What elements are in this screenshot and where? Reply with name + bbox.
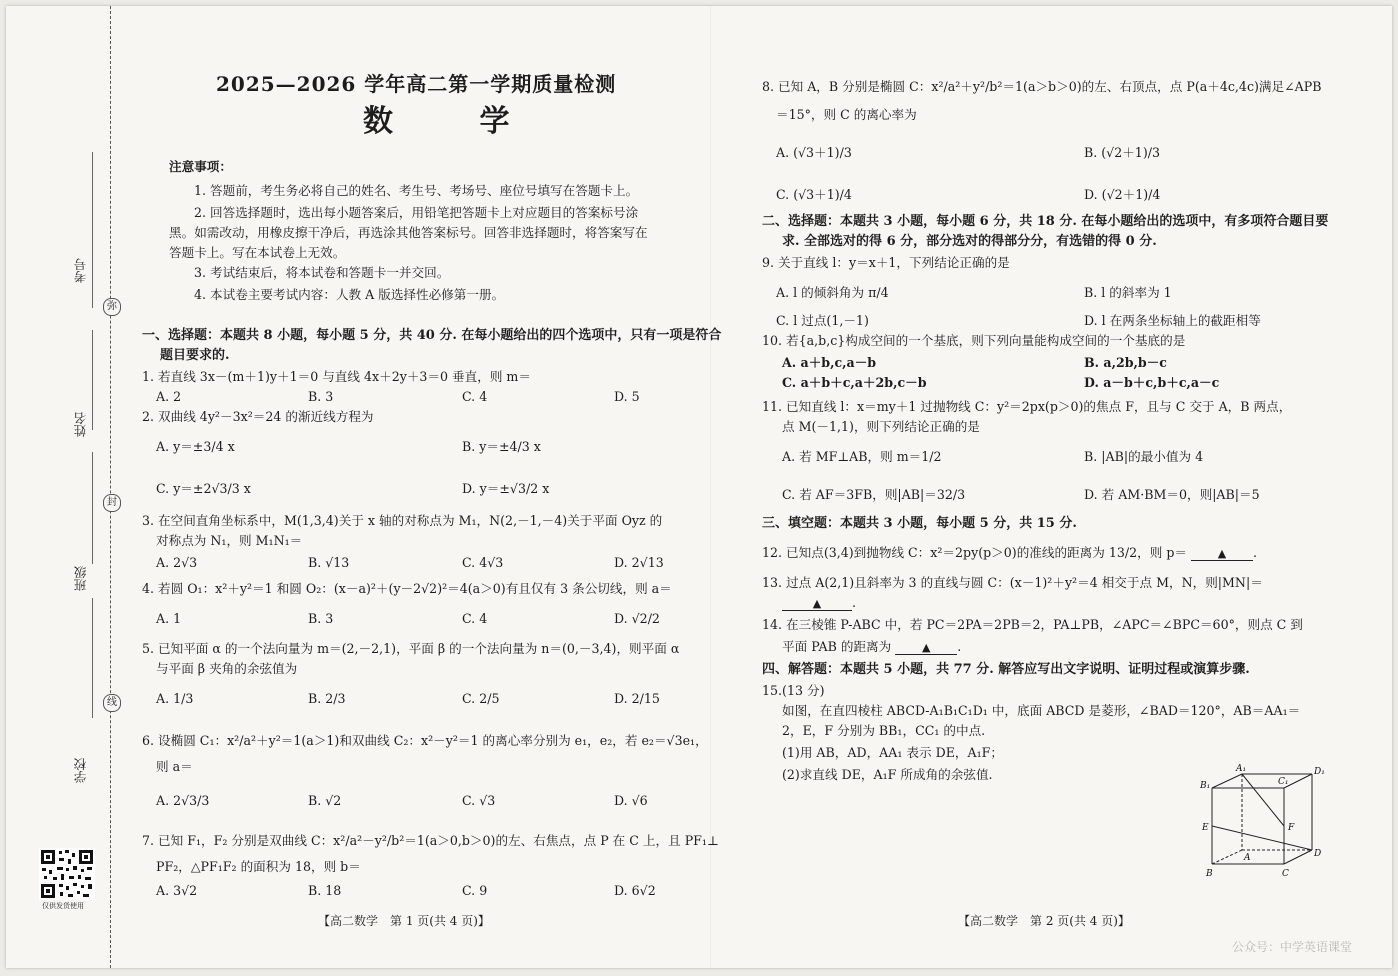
q5-option-b: B. 2/3 <box>308 691 346 706</box>
exam-title: 2025—2026 学年高二第一学期质量检测 <box>216 72 617 96</box>
notice-line-2: 2. 回答选择题时，选出每小题答案后，用铅笔把答题卡上对应题目的答案标号涂 <box>194 205 639 220</box>
q10-option-c: C. a＋b＋c,a＋2b,c－b <box>782 375 927 390</box>
seal-char-feng: 封 <box>103 494 121 512</box>
q3-option-b: B. √13 <box>308 555 350 570</box>
q15-line-2: 2，E，F 分别为 BB₁，CC₁ 的中点. <box>782 723 986 738</box>
q10-stem: 10. 若{a,b,c}构成空间的一个基底，则下列向量能构成空间的一个基底的是 <box>762 333 1186 348</box>
field-label-class: 班级 <box>73 566 88 591</box>
q1-stem: 1. 若直线 3x－(m＋1)y＋1＝0 与直线 4x＋2y＋3＝0 垂直，则 m＝ <box>142 369 531 384</box>
notice-line-6: 4. 本试卷主要考试内容：人教 A 版选择性必修第一册。 <box>194 287 505 302</box>
notice-line-1: 1. 答题前，考生务必将自己的姓名、考生号、考场号、座位号填写在答题卡上。 <box>194 183 639 198</box>
q9-option-c: C. l 过点(1,－1) <box>776 313 869 328</box>
q13-end: . <box>852 595 857 610</box>
q2-option-d: D. y＝±√3/2 x <box>462 481 550 496</box>
field-label-school: 学校 <box>73 758 88 783</box>
q9-option-b: B. l 的斜率为 1 <box>1084 285 1172 300</box>
q3-option-a: A. 2√3 <box>156 555 198 570</box>
label-f: F <box>1288 823 1295 833</box>
q4-option-d: D. √2/2 <box>614 611 660 626</box>
q4-option-c: C. 4 <box>462 611 488 626</box>
q5-stem: 5. 已知平面 α 的一个法向量为 m＝(2,－2,1)，平面 β 的一个法向量为 n＝(0,－3,4)，则平面 α <box>142 641 680 656</box>
q10-option-d: D. a－b＋c,b＋c,a－c <box>1084 375 1220 390</box>
q8-option-a: A. (√3＋1)/3 <box>776 145 852 160</box>
label-c: C <box>1282 869 1289 879</box>
q7-option-b: B. 18 <box>308 883 342 898</box>
label-d1: D₁ <box>1314 767 1325 777</box>
q5-stem-cont: 与平面 β 夹角的余弦值为 <box>156 661 298 676</box>
q3-option-d: D. 2√13 <box>614 555 664 570</box>
qr-code-icon <box>39 848 95 900</box>
q10-option-a: A. a＋b,c,a－b <box>782 355 877 370</box>
q2-option-b: B. y＝±4/3 x <box>462 439 541 454</box>
q2-option-a: A. y＝±3/4 x <box>156 439 235 454</box>
prism-figure <box>1190 762 1340 882</box>
q10-option-b: B. a,2b,b－c <box>1084 355 1167 370</box>
q9-option-a: A. l 的倾斜角为 π/4 <box>776 285 889 300</box>
q6-option-c: C. √3 <box>462 793 496 808</box>
q11-option-d: D. 若 AM·BM＝0，则|AB|＝5 <box>1084 487 1260 502</box>
q1-option-a: A. 2 <box>156 389 182 404</box>
q15-head: 15.(13 分) <box>762 683 825 698</box>
q14-text: 平面 PAB 的距离为 <box>782 639 892 654</box>
q6-option-a: A. 2√3/3 <box>156 793 210 808</box>
q6-option-d: D. √6 <box>614 793 648 808</box>
q7-option-c: C. 9 <box>462 883 488 898</box>
q8-stem: 8. 已知 A，B 分别是椭圆 C：x²/a²＋y²/b²＝1(a＞b＞0)的左、右顶点，点 P(a＋4c,4c)满足∠APB <box>762 79 1322 94</box>
subject-title: 数 学 <box>363 104 548 139</box>
q12-answer-blank: ▲ <box>1191 547 1253 561</box>
q7-option-d: D. 6√2 <box>614 883 656 898</box>
field-label-kaohao: 考号 <box>73 258 88 283</box>
q15-line-1: 如图，在直四棱柱 ABCD-A₁B₁C₁D₁ 中，底面 ABCD 是菱形，∠BAD＝120°，AB＝AA₁＝ <box>782 703 1301 718</box>
q1-option-c: C. 4 <box>462 389 488 404</box>
label-a1: A₁ <box>1236 764 1247 774</box>
q8-option-d: D. (√2＋1)/4 <box>1084 187 1161 202</box>
label-e: E <box>1202 823 1209 833</box>
q14-answer-blank: ▲ <box>895 641 957 655</box>
field-line-name <box>92 330 93 430</box>
label-c1: C₁ <box>1278 777 1289 787</box>
q14-stem: 14. 在三棱锥 P-ABC 中，若 PC＝2PA＝2PB＝2，PA⊥PB，∠APC＝∠BPC＝60°，则点 C 到 <box>762 617 1303 632</box>
notice-line-4: 答题卡上。写在本试卷上无效。 <box>169 245 346 260</box>
q7-stem: 7. 已知 F₁，F₂ 分别是双曲线 C：x²/a²－y²/b²＝1(a＞0,b＞0)的左、右焦点，点 P 在 C 上，且 PF₁⊥ <box>142 833 719 848</box>
qr-caption: 仅供发货使用 <box>42 902 84 910</box>
q11-option-b: B. |AB|的最小值为 4 <box>1084 449 1204 464</box>
q1-option-b: B. 3 <box>308 389 334 404</box>
q1-option-d: D. 5 <box>614 389 640 404</box>
notice-line-3: 黑。如需改动，用橡皮擦干净后，再选涂其他答案标号。回答非选择题时，将答案写在 <box>169 225 648 240</box>
label-b1: B₁ <box>1200 781 1211 791</box>
q7-option-a: A. 3√2 <box>156 883 198 898</box>
q2-option-c: C. y＝±2√3/3 x <box>156 481 251 496</box>
q2-stem: 2. 双曲线 4y²－3x²＝24 的渐近线方程为 <box>142 409 374 424</box>
label-d: D <box>1314 849 1322 859</box>
q8-option-b: B. (√2＋1)/3 <box>1084 145 1160 160</box>
q13-answer-blank: ▲ <box>782 597 852 611</box>
q6-stem-cont: 则 a＝ <box>156 759 193 774</box>
center-fold <box>710 6 711 968</box>
label-a: A <box>1244 853 1251 863</box>
section-2-heading-cont: 求. 全部选对的得 6 分，部分选对的得部分分，有选错的得 0 分. <box>782 234 1157 249</box>
watermark: 公众号：中学英语课堂 <box>1232 940 1353 954</box>
q13-stem: 13. 过点 A(2,1)且斜率为 3 的直线与圆 C：(x－1)²＋y²＝4 相交于点 M，N，则|MN|＝ <box>762 575 1263 590</box>
footer-page-1: 【高二数学 第 1 页(共 4 页)】 <box>318 914 490 928</box>
q13-blank-line <box>782 594 856 612</box>
field-line-kaohao <box>92 152 93 308</box>
q8-option-c: C. (√3＋1)/4 <box>776 187 852 202</box>
notice-heading: 注意事项： <box>169 159 232 174</box>
q3-stem-cont: 对称点为 N₁，则 M₁N₁＝ <box>156 533 303 548</box>
label-b: B <box>1206 869 1213 879</box>
q14-stem-cont <box>782 638 961 656</box>
field-label-name: 姓名 <box>73 412 88 437</box>
q5-option-a: A. 1/3 <box>156 691 194 706</box>
q6-stem: 6. 设椭圆 C₁：x²/a²＋y²＝1(a＞1)和双曲线 C₂：x²－y²＝1 的离心率分别为 e₁，e₂，若 e₂＝√3e₁， <box>142 733 708 748</box>
q8-stem-cont: ＝15°，则 C 的离心率为 <box>776 107 917 122</box>
q11-option-a: A. 若 MF⊥AB，则 m＝1/2 <box>782 449 942 464</box>
q12-stem <box>762 544 1257 562</box>
q12-end: . <box>1253 545 1258 560</box>
q15-line-4: (2)求直线 DE，A₁F 所成角的余弦值. <box>782 767 993 782</box>
q5-option-c: C. 2/5 <box>462 691 500 706</box>
seal-char-xian: 线 <box>103 694 121 712</box>
q9-stem: 9. 关于直线 l：y＝x＋1，下列结论正确的是 <box>762 255 1010 270</box>
q6-option-b: B. √2 <box>308 793 342 808</box>
section-1-heading-cont: 题目要求的. <box>160 348 230 363</box>
q12-text: 12. 已知点(3,4)到抛物线 C：x²＝2py(p＞0)的准线的距离为 13/2，则 p＝ <box>762 545 1187 560</box>
q5-option-d: D. 2/15 <box>614 691 660 706</box>
q9-option-d: D. l 在两条坐标轴上的截距相等 <box>1084 313 1261 328</box>
q4-option-b: B. 3 <box>308 611 334 626</box>
q15-line-3: (1)用 AB，AD，AA₁ 表示 DE，A₁F； <box>782 745 1003 760</box>
section-2-heading: 二、选择题：本题共 3 小题，每小题 6 分，共 18 分. 在每小题给出的选项中，有多项符合题目要 <box>762 214 1329 229</box>
exam-sheet <box>6 6 1392 968</box>
q3-stem: 3. 在空间直角坐标系中，M(1,3,4)关于 x 轴的对称点为 M₁，N(2,－1,－4)关于平面 Oyz 的 <box>142 513 663 528</box>
q4-stem: 4. 若圆 O₁：x²＋y²＝1 和圆 O₂：(x－a)²＋(y－2√2)²＝4(a＞0)有且仅有 3 条公切线，则 a＝ <box>142 581 672 596</box>
q14-end: . <box>957 639 962 654</box>
q7-stem-cont: PF₂，△PF₁F₂ 的面积为 18，则 b＝ <box>156 859 361 874</box>
q11-stem-cont: 点 M(－1,1)，则下列结论正确的是 <box>782 419 980 434</box>
section-3-heading: 三、填空题：本题共 3 小题，每小题 5 分，共 15 分. <box>762 516 1077 531</box>
section-4-heading: 四、解答题：本题共 5 小题，共 77 分. 解答应写出文字说明、证明过程或演算步骤. <box>762 662 1250 677</box>
q11-stem: 11. 已知直线 l：x＝my＋1 过抛物线 C：y²＝2px(p＞0)的焦点 F，且与 C 交于 A，B 两点， <box>762 399 1292 414</box>
field-line-school <box>92 598 93 718</box>
section-1-heading: 一、选择题：本题共 8 小题，每小题 5 分，共 40 分. 在每小题给出的四个选项中，只有一项是符合 <box>142 328 722 343</box>
q3-option-c: C. 4√3 <box>462 555 504 570</box>
footer-page-2: 【高二数学 第 2 页(共 4 页)】 <box>958 914 1130 928</box>
q11-option-c: C. 若 AF＝3FB，则|AB|＝32/3 <box>782 487 966 502</box>
notice-line-5: 3. 考试结束后，将本试卷和答题卡一并交回。 <box>194 265 450 280</box>
q4-option-a: A. 1 <box>156 611 182 626</box>
field-line-class <box>92 452 93 564</box>
seal-char-mi: 弥 <box>103 298 121 316</box>
seal-dashed-line <box>110 6 111 968</box>
